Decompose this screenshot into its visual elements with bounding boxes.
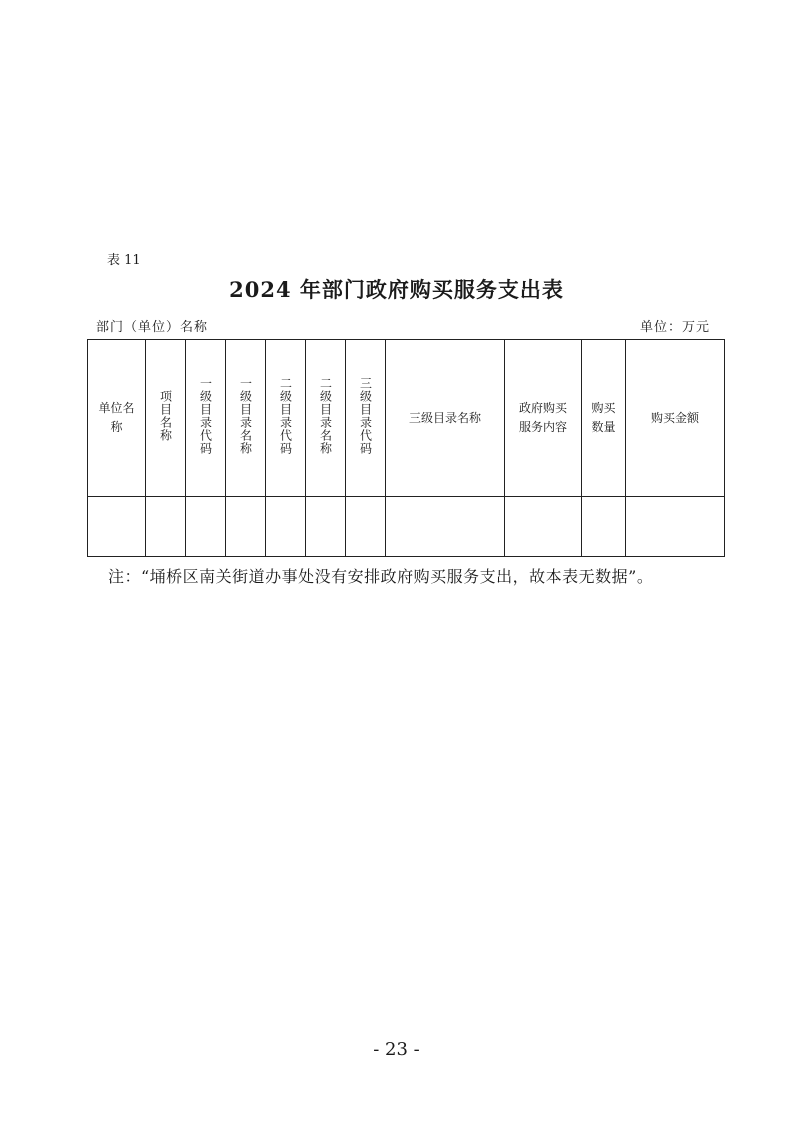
page-number: - 23 - xyxy=(373,1039,420,1060)
column-header-level2-code: 二级目录代码 xyxy=(266,340,306,497)
expense-table xyxy=(87,339,725,557)
column-header-project-name: 项目名称 xyxy=(146,340,186,497)
page-title: 2024 年部门政府购买服务支出表 xyxy=(229,277,564,302)
column-header-unit-name: 单位名称 xyxy=(88,340,146,497)
column-header-amount: 购买金额 xyxy=(626,340,725,497)
table-cell xyxy=(306,497,346,557)
table-cell xyxy=(146,497,186,557)
header-row xyxy=(88,340,725,497)
column-header-level1-code: 一级目录代码 xyxy=(186,340,226,497)
column-header-level2-name: 二级目录名称 xyxy=(306,340,346,497)
table-cell xyxy=(582,497,626,557)
table-cell xyxy=(346,497,386,557)
table-note: 注：“埇桥区南关街道办事处没有安排政府购买服务支出，故本表无数据”。 xyxy=(108,567,654,586)
column-header-level3-name: 三级目录名称 xyxy=(386,340,505,497)
table-cell xyxy=(386,497,505,557)
column-header-quantity: 购买数量 xyxy=(582,340,626,497)
table-row xyxy=(88,497,725,557)
table-number: 表 11 xyxy=(107,253,141,268)
unit-label: 单位：万元 xyxy=(640,320,711,335)
column-header-service-content: 政府购买服务内容 xyxy=(505,340,582,497)
table-cell xyxy=(505,497,582,557)
table-cell xyxy=(626,497,725,557)
table-cell xyxy=(88,497,146,557)
column-header-level1-name: 一级目录名称 xyxy=(226,340,266,497)
table-cell xyxy=(186,497,226,557)
table-cell xyxy=(226,497,266,557)
column-header-level3-code: 三级目录代码 xyxy=(346,340,386,497)
table-cell xyxy=(266,497,306,557)
department-label: 部门（单位）名称 xyxy=(96,320,209,335)
